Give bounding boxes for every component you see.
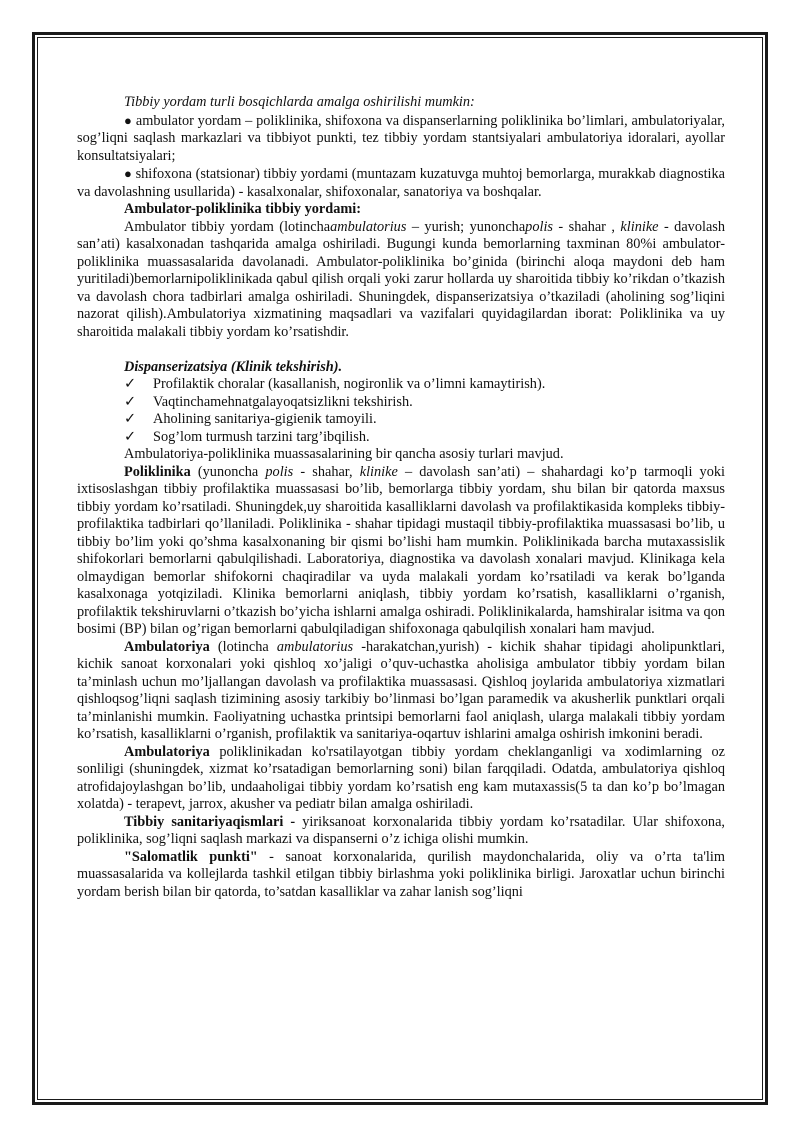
section-heading-ambulator: Ambulator-poliklinika tibbiy yordami: (124, 201, 361, 217)
checklist-item: ✓ Aholining sanitariya-gigienik tamoyili. (124, 411, 377, 427)
bullet-item: ● shifoxona (statsionar) tibbiy yordami (muntazam kuzatuvga muhtoj bemorlarga, murakkab diagnostika va davolashning usullarida) - kasalxonalar, shifoxonalar, sanatoriya va boshqalar. (77, 166, 726, 200)
paragraph-poliklinika: Poliklinika (yunoncha polis - shahar, klinike – davolash san’ati) – shahardagi ko’p tarmoqli yoki ixtisoslashgan tibbiy profilaktika muassasasi bo’lib, bemorlarga tibbiy yordam, shu bilan bir qatorda maxsus tibbiy yordam ko’rsatiladi. Shuningdek,uy sharoitida kasalliklarni davolash va profilaktikasida kompleks tibbiy-profilaktika tadbirlari qo’llaniladi. Poliklinika - shahar tipidagi mustaqil tibbiy-profilaktika muassasasi bo’lib, u tibbiy bo’lim yoki qo’shma kasalxonaning bir qismi bo’lishi ham mumkin. Poliklinikada barcha mutaxassislik shifokorlari bemorlarni qabulqilishadi. Laboratoriya, diagnostika va davolash xonalari mavjud. Klinikaga kela olmaydigan bemorlar shifokorni chaqiradilar va uyda malakali yordam ko’rsatiladi va kerak bo’lganda kasalxonaga yotqiziladi. Klinika bemorlarni aniqlash, tibbiy yordam ko’rsatish, kasalliklarni o’rganish, profilaktik tekshiruvlarni o’tkazish bo’yicha ishlarni amalga oshiradi. Poliklinikalarda, hamshiralar isitma va qon bosimi (BP) bilan og’rigan bemorlarni qabulqiladigan shifoxonaga qabulqilish xonalari ham mavjud. (77, 463, 725, 637)
checklist-item: ✓ Vaqtinchamehnatgalayoqatsizlikni tekshirish. (124, 393, 413, 410)
checklist (77, 376, 725, 446)
bullet-icon: ● (124, 166, 132, 181)
checkmark-icon: ✓ (124, 411, 136, 427)
bullet-item: ● ambulator yordam – poliklinika, shifoxona va dispanserlarning poliklinika bo’limlari, ambulatoriyalar, sog’liqni saqlash markazlari va tibbiyot punkti, tez tibbiy yordam stantsiyalari ambulatoriya idoralari, ayollar konsultatsiyalari; (77, 112, 726, 164)
paragraph-sanitariya: Tibbiy sanitariyaqismlari - yiriksanoat korxonalarida tibbiy yordam ko’rsatadilar. Ular shifoxona, poliklinika, sog’liqni saqlash markazi va dispanserni o’z ichiga olishi mumkin. (77, 813, 725, 847)
intro-line: Tibbiy yordam turli bosqichlarda amalga oshirilishi mumkin: (124, 94, 475, 110)
paragraph-types: Ambulatoriya-poliklinika muassasalarining bir qancha asosiy turlari mavjud. (124, 446, 564, 462)
paragraph-ambulatoriya-1: Ambulatoriya (lotincha ambulatorius -harakatchan,yurish) - kichik shahar tipidagi aholipunktlari, kichik sanoat korxonalari yoki qishloq xo’jaligi o’quv-uchastka aholisiga ambulator tibbiy yordam bilan ta’minlash uchun mo’ljallangan davolash va profilaktika muassasasi. Qishloq joylarida ambulatoriya xizmatlari qishloqsog’liqni saqlash tizimining asosiy tarkibiy bo’linmasi bo’lgan paramedik va akusherlik punktlari orqali ta’minlanishi mumkin. Faoliyatning uchastka printsipi bemorlarni faol aniqlash, ularga malakali tibbiy yordam ko’rsatish, kasalliklarni o’rganish, profilaktik va sanitariya-oqartuv ishlarini amalga oshirish imkonini beradi. (77, 638, 725, 742)
checkmark-icon: ✓ (124, 393, 136, 410)
checklist-item: ✓ Profilaktik choralar (kasallanish, nogironlik va o’limni kamaytirish). (124, 376, 546, 392)
checklist-item: ✓ Sog’lom turmush tarzini targ’ibqilish. (124, 428, 370, 445)
paragraph-ambulator: Ambulator tibbiy yordam (lotinchaambulatorius – yurish; yunonchapolis - shahar , klinike - davolash san’ati) kasalxonadan tashqarida amalga oshiriladi. Bugungi kunda bemorlarning taxminan 80%i ambulator-poliklinika muassasalarida davolanadi. Ambulator-poliklinika bo’ginida (birinchi aloqa maydoni deb ham yuritiladi)bemorlarnipoliklinikada qabul qilish orqali yoki zarur hollarda uy sharoitida tibbiy ko’rikdan o’tkazish va davolash chora tadbirlari amalga oshiriladi. Shuningdek, dispanserizatsiya o’tkaziladi (aholining sog’liqini nazorat qilish).Ambulatoriya xizmatining maqsadlari va vazifalari quyidagilardan iborat: Poliklinika va uy sharoitida malakali tibbiy yordam ko’rsatishdir. (77, 218, 726, 340)
paragraph-ambulatoriya-2: Ambulatoriya poliklinikadan ko'rsatilayotgan tibbiy yordam cheklanganligi va xodimlarning oz sonliligi (shuningdek, xizmat ko’rsatadigan bemorlarning soni) bilan farqqiladi. Odatda, ambulatoriya qishloq atrofidajoylashgan bo’lib, undaaholigai tibbiy yordam ko’rsatish eng kam mutaxassis(5 ta dan ko’p bo’lmagan xolatda) - terapevt, jarrox, akusher va pediatr bilan amalga oshiriladi. (77, 743, 725, 812)
bullet-icon: ● (124, 112, 133, 128)
blank-line (77, 341, 725, 359)
section-heading-dispanser: Dispanserizatsiya (Klinik tekshirish). (124, 358, 343, 375)
document-body (77, 94, 725, 901)
paragraph-salomatlik: "Salomatlik punkti" - sanoat korxonalarida, qurilish maydonchalarida, oliy va o’rta ta'lim muassasalarida va kollejlarda tashkil etilgan tibbiy birlashma yoki poliklinika birligi. Jaroxatlar uchun birinchi yordam berish bilan bir qatorda, to’satdan kasalliklar va zahar lanish sog’liqni (77, 848, 725, 900)
checkmark-icon: ✓ (124, 376, 136, 392)
checkmark-icon: ✓ (124, 428, 136, 445)
